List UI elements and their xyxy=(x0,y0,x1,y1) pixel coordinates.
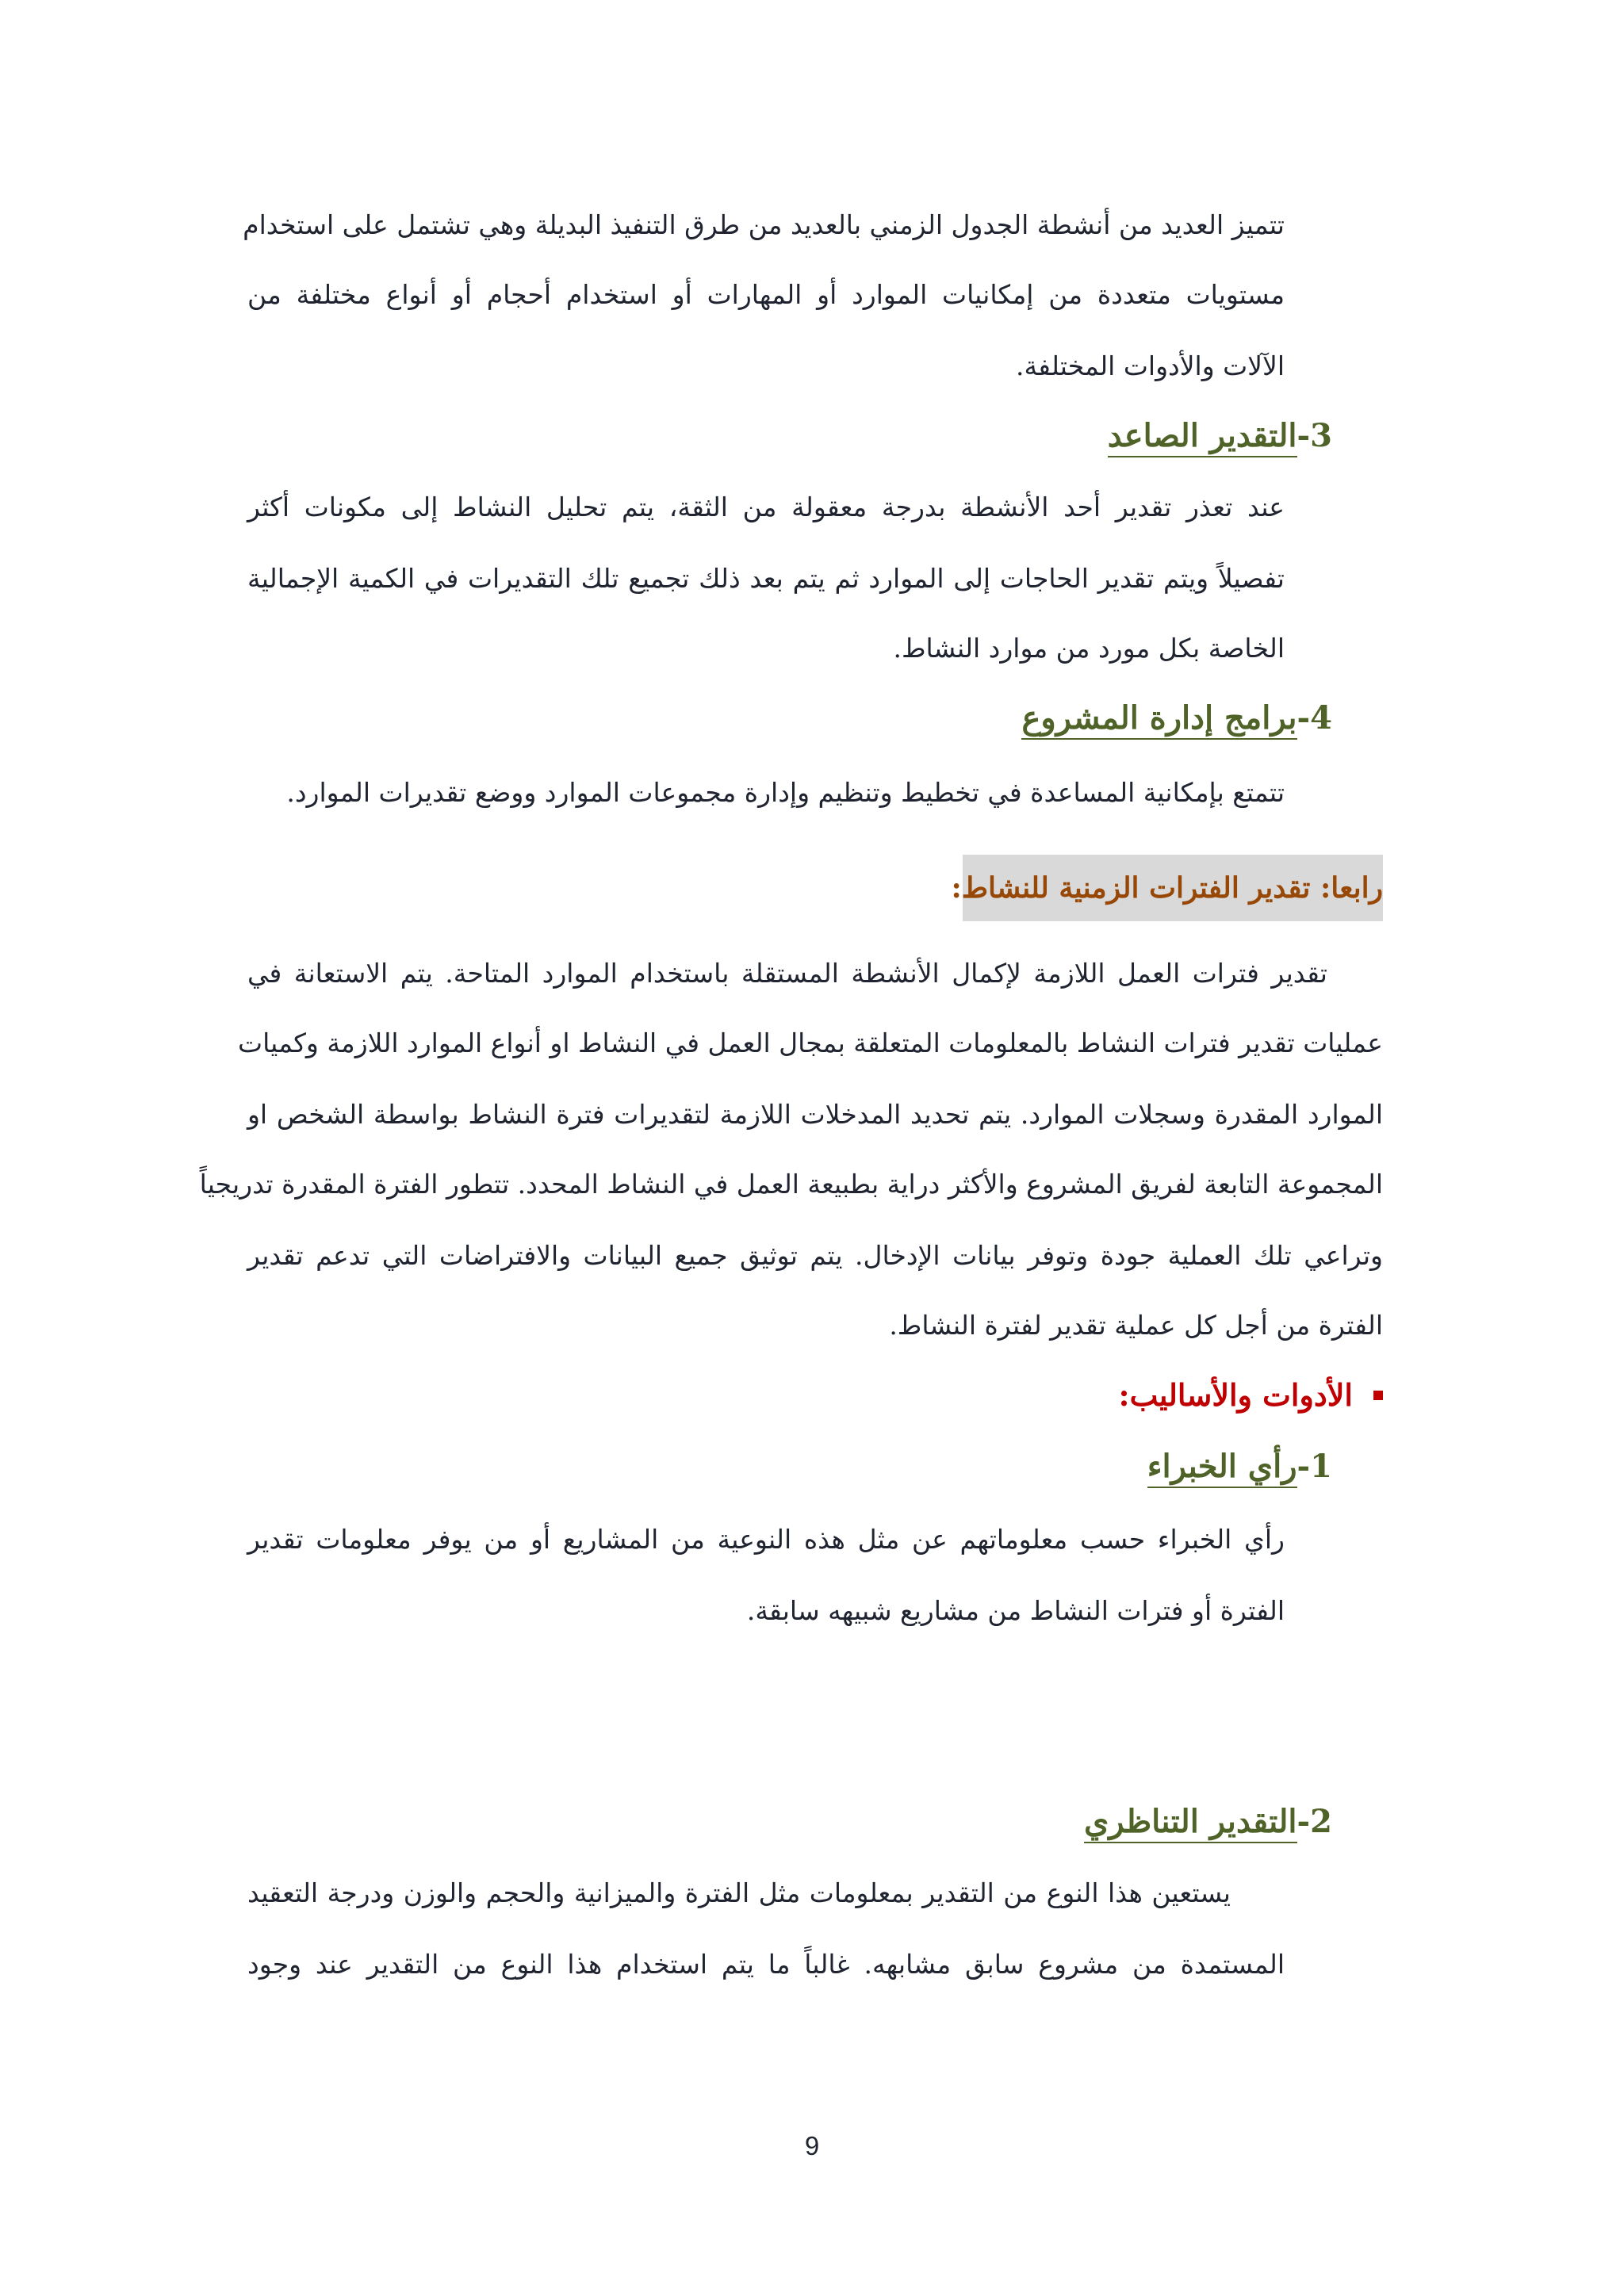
paragraph-line: مستويات متعددة من إمكانيات الموارد أو المهارات أو استخدام أحجام أو أنواع مختلفة من xyxy=(247,279,1285,310)
paragraph-line: تتميز العديد من أنشطة الجدول الزمني بالعديد من طرق التنفيذ البديلة وهي تشتمل على استخدام xyxy=(243,209,1285,240)
heading-number: 3- xyxy=(1297,417,1332,454)
paragraph-line: تفصيلاً ويتم تقدير الحاجات إلى الموارد ثم يتم بعد ذلك تجميع تلك التقديرات في الكمية الإجمالية xyxy=(247,563,1285,594)
heading-number: 2- xyxy=(1297,1803,1332,1840)
paragraph-line: الفترة من أجل كل عملية تقدير لفترة النشاط. xyxy=(889,1310,1383,1341)
heading-number: 4- xyxy=(1297,699,1332,737)
paragraph-line: المستمدة من مشروع سابق مشابهه. غالباً ما يتم استخدام هذا النوع من التقدير عند وجود xyxy=(247,1949,1285,1980)
paragraph-line: المجموعة التابعة لفريق المشروع والأكثر دراية بطبيعة العمل في النشاط المحدد. تتطور الفترة المقدرة تدريجياً xyxy=(199,1169,1383,1200)
section-header-activity-duration: رابعا: تقدير الفترات الزمنية للنشاط: xyxy=(963,855,1383,921)
heading-number: 1- xyxy=(1297,1448,1332,1485)
heading-title: التقدير الصاعد xyxy=(1108,417,1297,457)
paragraph-line: عند تعذر تقدير أحد الأنشطة بدرجة معقولة من الثقة، يتم تحليل النشاط إلى مكونات أكثر xyxy=(247,492,1285,522)
heading-expert-judgment xyxy=(872,1446,1332,1487)
paragraph-line: رأي الخبراء حسب معلوماتهم عن مثل هذه النوعية من المشاريع أو من يوفر معلومات تقدير xyxy=(247,1524,1285,1555)
paragraph-line: الفترة أو فترات النشاط من مشاريع شبيهه سابقة. xyxy=(746,1595,1285,1626)
paragraph-line: يستعين هذا النوع من التقدير بمعلومات مثل الفترة والميزانية والحجم والوزن ودرجة التعقيد xyxy=(247,1877,1231,1908)
paragraph-line: الموارد المقدرة وسجلات الموارد. يتم تحديد المدخلات اللازمة لتقديرات فترة النشاط بواسطة الشخص او xyxy=(247,1099,1383,1130)
paragraph-line: تقدير فترات العمل اللازمة لإكمال الأنشطة المستقلة باستخدام الموارد المتاحة. يتم الاستعانة في xyxy=(247,958,1327,989)
heading-analogous-estimating xyxy=(793,1801,1332,1843)
paragraph-line: وتراعي تلك العملية جودة وتوفر بيانات الإدخال. يتم توثيق جميع البيانات والافتراضات التي تدعم تقدير xyxy=(247,1240,1383,1271)
bullet-tools-techniques xyxy=(793,1375,1383,1416)
page-number: 9 xyxy=(804,2131,820,2160)
paragraph-line: الآلات والأدوات المختلفة. xyxy=(1015,350,1285,381)
heading-title: رأي الخبراء xyxy=(1147,1448,1297,1488)
paragraph-software: تتمتع بإمكانية المساعدة في تخطيط وتنظيم وإدارة مجموعات الموارد ووضع تقديرات الموارد. xyxy=(286,777,1285,808)
heading-project-management-software xyxy=(793,698,1332,739)
heading-title: برامج إدارة المشروع xyxy=(1021,699,1297,740)
bullet-label: الأدوات والأساليب: xyxy=(1118,1377,1353,1413)
heading-title: التقدير التناظري xyxy=(1084,1803,1297,1843)
paragraph-line: الخاصة بكل مورد من موارد النشاط. xyxy=(893,633,1285,664)
heading-bottom-up-estimating xyxy=(872,415,1332,457)
square-bullet-icon xyxy=(1373,1391,1383,1400)
paragraph-line: عمليات تقدير فترات النشاط بالمعلومات المتعلقة بمجال العمل في النشاط او أنواع الموارد اللازمة وكميات xyxy=(238,1027,1383,1058)
